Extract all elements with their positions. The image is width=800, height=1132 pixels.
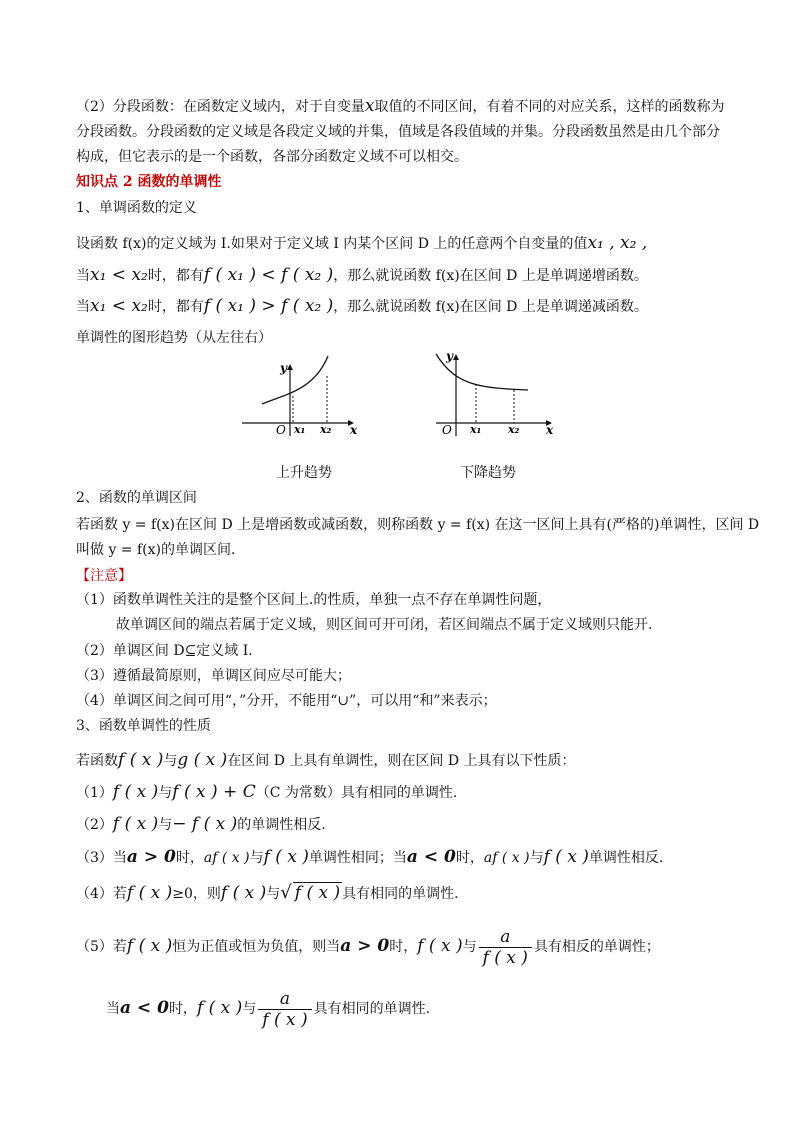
definition-line-1: [76, 233, 647, 254]
fraction-denominator: f ( x ): [482, 947, 528, 968]
trend-title: 单调性的图形趋势（从左往右）: [76, 330, 272, 346]
increasing-curve: [262, 356, 328, 404]
math-fx: f ( x ): [196, 998, 243, 1018]
math-fx: f ( x ): [543, 847, 589, 867]
piecewise-line-3: 构成，但它表示的是一个函数，各部分函数定义域不可以相交。: [76, 149, 468, 165]
text-span: 时，: [175, 850, 204, 866]
subsection-2-title: 2、函数的单调区间: [76, 490, 197, 506]
fraction-a-over-fx: [258, 989, 311, 1030]
piecewise-line-1: [76, 96, 725, 117]
note-3: （3）遵循最简原则，单调区间应尽可能大；: [76, 668, 351, 684]
text-span: 时，: [168, 1001, 197, 1017]
text-span: 单调性相反.: [588, 850, 664, 866]
text-span: 与: [249, 850, 264, 866]
text-span: 与: [266, 886, 281, 902]
x1-label: x₁: [294, 423, 306, 436]
math-fx: f ( x ): [126, 883, 173, 903]
section-2-title: 知识点 2 函数的单调性: [76, 174, 222, 190]
math-a-lt-0: a < 0: [406, 847, 456, 867]
text-span: 具有相同的单调性.: [342, 886, 459, 902]
math-fx-plus-c: f ( x ) + C: [172, 782, 256, 802]
x-label: x: [350, 423, 358, 437]
sqrt-symbol: √: [280, 882, 292, 903]
text-span: 与: [529, 850, 544, 866]
text-span: 若函数: [76, 753, 118, 769]
text-span: 在区间 D 上具有单调性，则在区间 D 上具有以下性质：: [227, 753, 576, 769]
y-label: y: [280, 361, 287, 375]
text-span: 时，: [455, 850, 484, 866]
property-5-case-2: [106, 988, 430, 1030]
increasing-graph: [236, 352, 366, 438]
props-intro: [76, 750, 576, 771]
text-span: 当: [76, 299, 90, 315]
text-span: （5）若: [76, 939, 127, 955]
text-span: 具有相同的单调性.: [313, 1001, 431, 1017]
math-afx: af ( x ): [483, 850, 530, 866]
math-afx: af ( x ): [203, 850, 250, 866]
math-ineq: f ( x₁ ) < f ( x₂ ): [203, 265, 334, 285]
decreasing-graph: [430, 348, 560, 438]
text-span: （2）: [76, 817, 113, 833]
y-axis-arrow: [287, 364, 293, 370]
text-span: 当: [76, 268, 90, 284]
math-a-gt-0: a > 0: [340, 936, 390, 956]
math-gx: g ( x ): [177, 750, 228, 770]
property-5: [76, 926, 660, 968]
subsection-1-title: 1、单调函数的定义: [76, 200, 197, 216]
definition-decreasing: [76, 296, 648, 317]
text-span: 与: [158, 817, 173, 833]
text-span: 时，都有: [147, 268, 204, 284]
text-span: 设函数 f(x)的定义域为 I.如果对于定义域 I 内某个区间 D 上的任意两个自变量的值: [76, 236, 588, 252]
math-fx: f ( x ): [112, 782, 159, 802]
text-span: 取值的不同区间，有着不同的对应关系，这样的函数称为: [374, 99, 725, 115]
math-fx: f ( x ): [118, 750, 164, 770]
y-label: y: [446, 349, 453, 363]
note-title: 【注意】: [76, 568, 132, 584]
note-1: （1）函数单调性关注的是整个区间上.的性质，单独一点不存在单调性问题，: [76, 592, 552, 608]
math-neg-fx: − f ( x ): [172, 814, 238, 834]
text-span: （C 为常数）具有相同的单调性.: [255, 785, 458, 801]
increasing-caption: 上升趋势: [276, 465, 332, 481]
subsection-3-title: 3、函数单调性的性质: [76, 718, 211, 734]
text-span: （4）若: [76, 886, 127, 902]
math-a-gt-0: a > 0: [126, 847, 176, 867]
x2-label: x₂: [508, 423, 520, 436]
text-span: ，那么就说函数 f(x)在区间 D 上是单调递增函数。: [333, 268, 648, 284]
y-axis-arrow: [453, 354, 459, 360]
math-fx: f ( x ): [263, 847, 309, 867]
origin-label: O: [276, 423, 286, 437]
math-sqrt-fx: f ( x ): [294, 883, 341, 903]
math-cond: x₁ < x₂: [90, 296, 148, 316]
text-span: 具有相反的单调性；: [533, 939, 660, 955]
fraction-denominator: f ( x ): [262, 1009, 308, 1030]
x1-label: x₁: [470, 423, 482, 436]
fraction-numerator: a: [479, 927, 532, 948]
text-span: 与: [462, 939, 477, 955]
text-span: 时，都有: [147, 299, 204, 315]
text-span: （1）: [76, 785, 113, 801]
property-3: [76, 847, 663, 868]
piecewise-line-2: 分段函数。分段函数的定义域是各段定义域的并集，值域是各段值域的并集。分段函数虽然是由几个部分: [76, 124, 720, 140]
interval-line-2: 叫做 y = f(x)的单调区间.: [76, 542, 236, 558]
property-2: [76, 814, 326, 835]
text-span: （3）当: [76, 850, 127, 866]
math-ineq: f ( x₁ ) > f ( x₂ ): [203, 296, 334, 316]
math-a-lt-0: a < 0: [120, 998, 169, 1018]
note-4: （4）单调区间之间可用“，”分开，不能用“∪”，可以用“和”来表示；: [76, 693, 497, 709]
text-span: 的单调性相反.: [237, 817, 326, 833]
property-1: [76, 782, 457, 803]
text-span: 当: [106, 1001, 120, 1017]
text-span: 与: [163, 753, 178, 769]
definition-increasing: [76, 265, 648, 286]
text-span: 与: [158, 785, 173, 801]
text-span: 恒为正值或恒为负值，则当: [172, 939, 341, 955]
math-var: x: [364, 96, 375, 116]
text-span: 单调性相同；当: [308, 850, 407, 866]
math-fx: f ( x ): [417, 936, 463, 956]
note-2: （2）单调区间 D⊆定义域 I.: [76, 643, 253, 659]
interval-line-1: 若函数 y = f(x)在区间 D 上是增函数或减函数，则称函数 y = f(x) 在这一区间上具有(严格的)单调性，区间 D: [76, 517, 760, 533]
decreasing-caption: 下降趋势: [460, 465, 516, 481]
x2-label: x₂: [320, 423, 332, 436]
text-span: ≥0，则: [172, 886, 221, 902]
origin-label: O: [442, 423, 452, 437]
property-4: [76, 882, 459, 904]
fraction-a-over-fx: [479, 927, 532, 968]
text-span: 时，: [389, 939, 418, 955]
math-fx: f ( x ): [220, 883, 267, 903]
x-label: x: [546, 423, 554, 437]
text-span: （2）分段函数：在函数定义域内，对于自变量: [76, 99, 365, 115]
text-span: 与: [242, 1001, 257, 1017]
math-cond: x₁ < x₂: [90, 265, 148, 285]
fraction-numerator: a: [258, 989, 311, 1010]
math-vars: x₁ , x₂ ,: [587, 233, 648, 253]
note-1b: 故单调区间的端点若属于定义域，则区间可开可闭，若区间端点不属于定义域则只能开.: [116, 617, 653, 633]
text-span: ，那么就说函数 f(x)在区间 D 上是单调递减函数。: [333, 299, 648, 315]
math-fx: f ( x ): [112, 814, 159, 834]
math-fx: f ( x ): [126, 936, 173, 956]
